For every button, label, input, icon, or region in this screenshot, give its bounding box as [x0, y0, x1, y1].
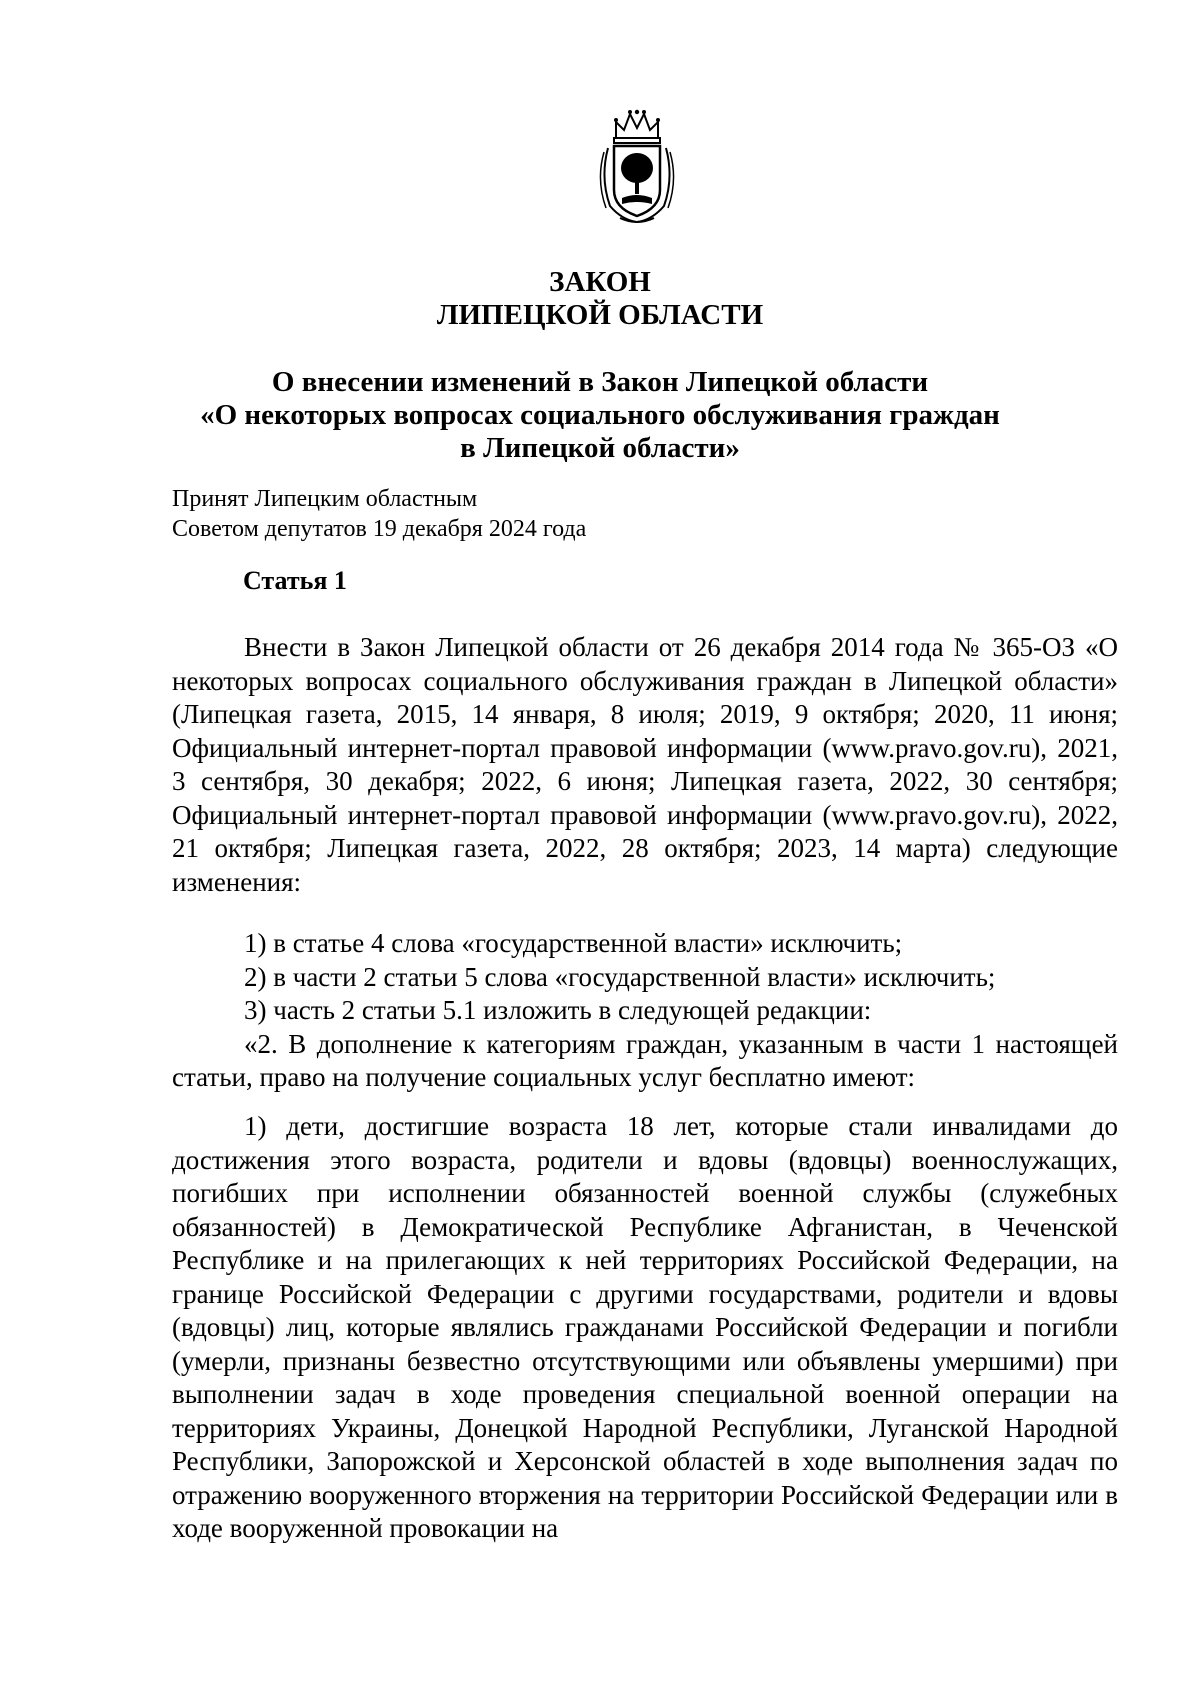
amendment-item-4: «2. В дополнение к категориям граждан, указанным в части 1 настоящей статьи, право на получение социальных услуг бесплатно имеют: — [172, 1028, 1118, 1092]
adoption-note-line-2: Советом депутатов 19 декабря 2024 года — [172, 516, 587, 542]
adoption-note-line-1: Принят Липецким областным — [172, 486, 478, 512]
law-subtitle-line-1: О внесении изменений в Закон Липецкой области — [271, 366, 929, 398]
amendment-subitem-1: 1) дети, достигшие возраста 18 лет, которые стали инвалидами до достижения этого возраста, родители и вдовы (вдовцы) военнослужащих, погибших при исполнении обязанностей военной службы (служебных обязанностей) в Демократической Республике Афганистан, в Чеченской Республике и на прилегающих к ней территориях Российской Федерации, на границе Российской Федерации с другими государствами, родители и вдовы (вдовцы) лиц, которые являлись гражданами Российской Федерации и погибли (умерли, признаны безвестно отсутствующими или объявлены умершими) при выполнении задач в ходе проведения специальной военной операции на территориях Украины, Донецкой Народной Республики, Луганской Народной Республики, Запорожской и Херсонской областей в ходе выполнения задач по отражению вооруженного вторжения на территории Российской Федерации или в ходе вооруженной провокации на — [172, 1111, 1118, 1543]
amendment-item-3: 3) часть 2 статьи 5.1 изложить в следующей редакции: — [244, 995, 872, 1025]
article-intro-paragraph: Внести в Закон Липецкой области от 26 декабря 2014 года № 365-ОЗ «О некоторых вопросах социального обслуживания граждан в Липецкой области» (Липецкая газета, 2015, 14 января, 8 июля; 2019, 9 октября; 2020, 11 июня; Официальный интернет-портал правовой информации (www.pravo.gov.ru), 2021, 3 сентября, 30 декабря; 2022, 6 июня; Липецкая газета, 2022, 30 сентября; Официальный интернет-портал правовой информации (www.pravo.gov.ru), 2022, 21 октября; Липецкая газета, 2022, 28 октября; 2023, 14 марта) следующие изменения: — [172, 632, 1118, 897]
adoption-note — [172, 484, 586, 544]
law-subtitle-line-3: в Липецкой области» — [460, 432, 740, 464]
law-title-line-2: ЛИПЕЦКОЙ ОБЛАСТИ — [436, 299, 764, 331]
amendment-item-1: 1) в статье 4 слова «государственной власти» исключить; — [244, 928, 903, 958]
law-title — [0, 266, 1200, 332]
article-heading: Статья 1 — [243, 566, 347, 595]
law-subtitle — [0, 366, 1200, 465]
amendment-list — [172, 927, 1118, 1095]
amendment-subitem — [172, 1110, 1118, 1546]
law-title-line-1: ЗАКОН — [549, 266, 651, 298]
law-subtitle-line-2: «О некоторых вопросах социального обслуживания граждан — [200, 399, 1000, 431]
amendment-item-2: 2) в части 2 статьи 5 слова «государственной власти» исключить; — [244, 961, 996, 992]
article-intro — [172, 631, 1118, 899]
coat-of-arms-icon — [596, 108, 678, 226]
